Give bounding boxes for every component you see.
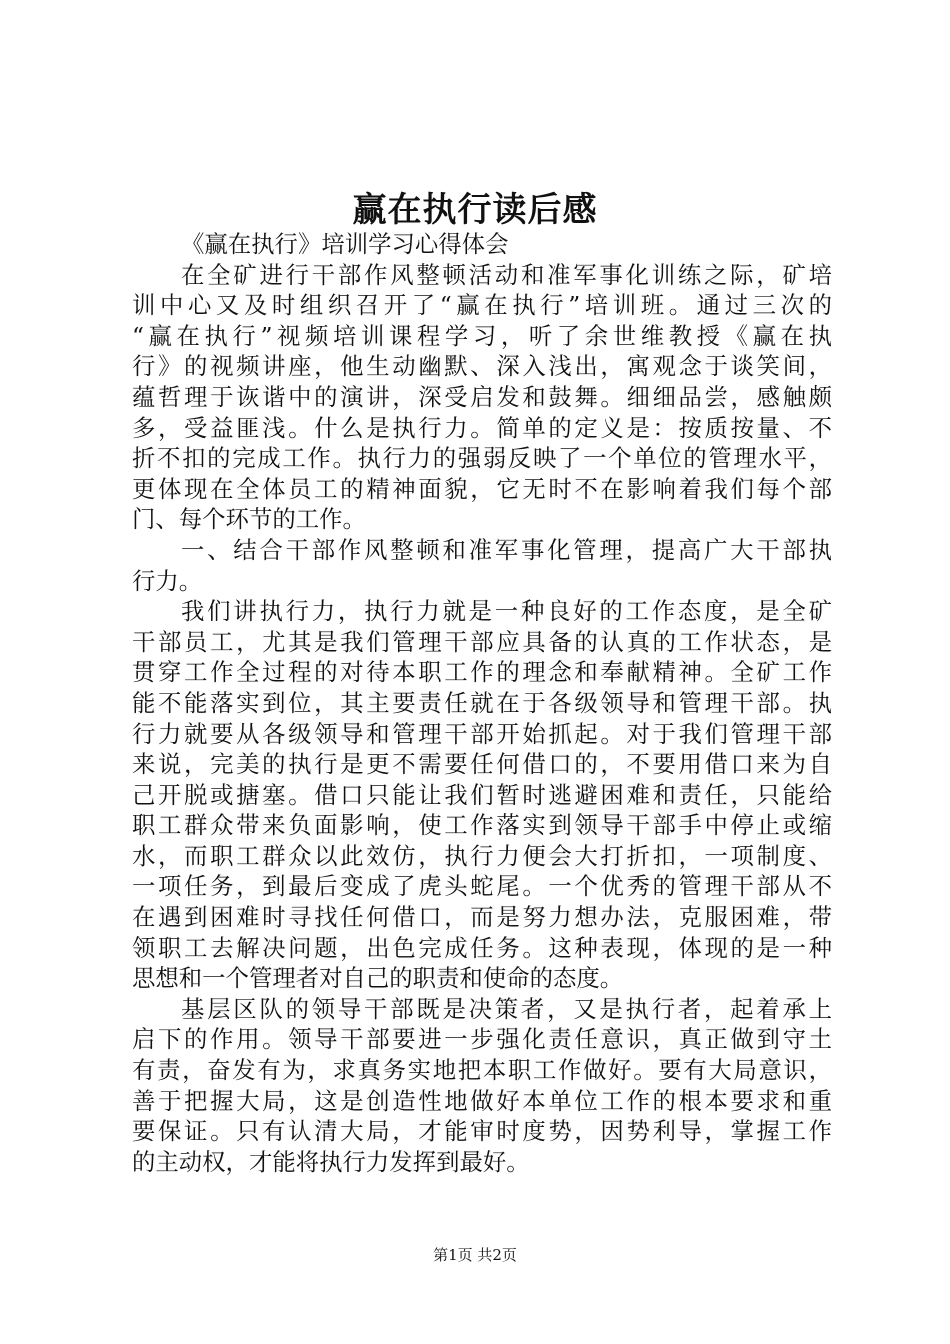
text-line: 领职工去解决问题，出色完成任务。这种表现，体现的是一种: [132, 933, 832, 962]
text-line: 要保证。只有认清大局，才能审时度势，因势利导，掌握工作: [132, 1117, 832, 1146]
text-line: 行力。: [132, 566, 203, 595]
text-line: 水，而职工群众以此效仿，执行力便会大打折扣，一项制度、: [132, 841, 832, 870]
text-line: 能不能落实到位，其主要责任就在于各级领导和管理干部。执: [132, 688, 832, 717]
text-line: 贯穿工作全过程的对待本职工作的理念和奉献精神。全矿工作: [132, 658, 832, 687]
text-line: 一项任务，到最后变成了虎头蛇尾。一个优秀的管理干部从不: [132, 872, 832, 901]
text-line: 门、每个环节的工作。: [132, 505, 366, 534]
document-body: [132, 229, 832, 1177]
text-line: 善于把握大局，这是创造性地做好本单位工作的根本要求和重: [132, 1086, 832, 1115]
text-line: 训中心又及时组织召开了“赢在执行”培训班。通过三次的: [132, 291, 832, 320]
text-line: 行力就要从各级领导和管理干部开始抓起。对于我们管理干部: [132, 719, 832, 748]
document-title: 赢在执行读后感: [352, 190, 598, 230]
text-line: 蕴哲理于诙谐中的演讲，深受启发和鼓舞。细细品尝，感触颇: [132, 382, 832, 411]
text-line: 在全矿进行干部作风整顿活动和准军事化训练之际，矿培: [181, 260, 832, 289]
text-line: 我们讲执行力，执行力就是一种良好的工作态度，是全矿: [181, 597, 832, 626]
text-line: 职工群众带来负面影响，使工作落实到领导干部手中停止或缩: [132, 811, 832, 840]
text-line: 多，受益匪浅。什么是执行力。简单的定义是：按质按量、不: [132, 413, 832, 442]
text-line: 基层区队的领导干部既是决策者，又是执行者，起着承上: [181, 994, 832, 1023]
text-line: “赢在执行”视频培训课程学习，听了余世维教授《赢在执: [132, 321, 832, 350]
text-line: 有责，奋发有为，求真务实地把本职工作做好。要有大局意识，: [132, 1056, 832, 1085]
text-line: 启下的作用。领导干部要进一步强化责任意识，真正做到守土: [132, 1025, 832, 1054]
text-line: 一、结合干部作风整顿和准军事化管理，提高广大干部执: [181, 535, 832, 564]
text-line: 的主动权，才能将执行力发挥到最好。: [132, 1147, 530, 1176]
text-line: 行》的视频讲座，他生动幽默、深入浅出，寓观念于谈笑间，: [132, 352, 832, 381]
text-line: 来说，完美的执行是更不需要任何借口的，不要用借口来为自: [132, 750, 832, 779]
text-line: 干部员工，尤其是我们管理干部应具备的认真的工作状态，是: [132, 627, 832, 656]
text-line: 更体现在全体员工的精神面貌，它无时不在影响着我们每个部: [132, 474, 832, 503]
text-line: 在遇到困难时寻找任何借口，而是努力想办法，克服困难，带: [132, 903, 832, 932]
text-line: 己开脱或搪塞。借口只能让我们暂时逃避困难和责任，只能给: [132, 780, 832, 809]
text-line: 思想和一个管理者对自己的职责和使命的态度。: [132, 964, 624, 993]
text-line: 《赢在执行》培训学习心得体会: [181, 230, 509, 258]
page-footer: 第1页 共2页: [433, 1246, 517, 1264]
text-line: 折不扣的完成工作。执行力的强弱反映了一个单位的管理水平，: [132, 444, 832, 473]
